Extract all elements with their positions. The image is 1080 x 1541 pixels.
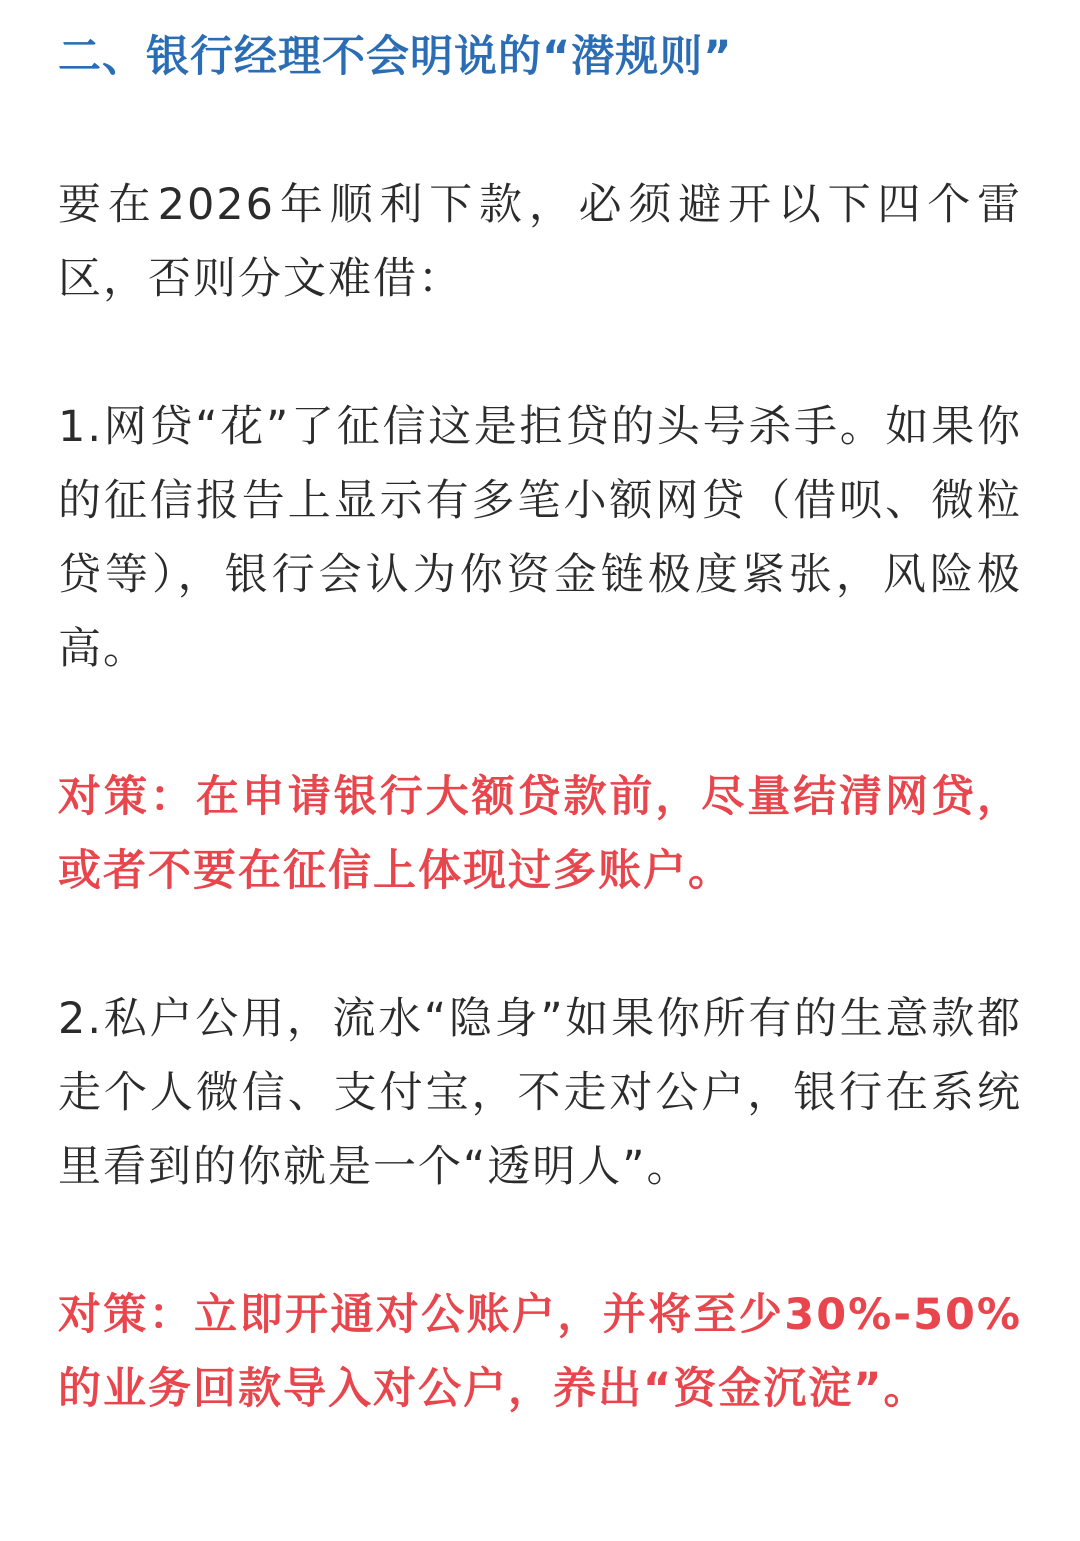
point-1-paragraph: 1.网贷“花”了征信这是拒贷的头号杀手。如果你的征信报告上显示有多笔小额网贷（借呗、微粒贷等），银行会认为你资金链极度紧张，风险极高。	[58, 402, 1022, 674]
intro-paragraph: 要在2026年顺利下款，必须避开以下四个雷区，否则分文难借：	[58, 180, 1022, 304]
point-1-strategy: 对策：在申请银行大额贷款前，尽量结清网贷，或者不要在征信上体现过多账户。	[58, 772, 1022, 896]
section-heading: 二、银行经理不会明说的“潜规则”	[58, 32, 733, 82]
point-2-paragraph: 2.私户公用，流水“隐身”如果你所有的生意款都走个人微信、支付宝，不走对公户，银行在系统里看到的你就是一个“透明人”。	[58, 994, 1022, 1192]
point-2-strategy: 对策：立即开通对公账户，并将至少30%-50%的业务回款导入对公户，养出“资金沉淀”。	[58, 1290, 1022, 1414]
